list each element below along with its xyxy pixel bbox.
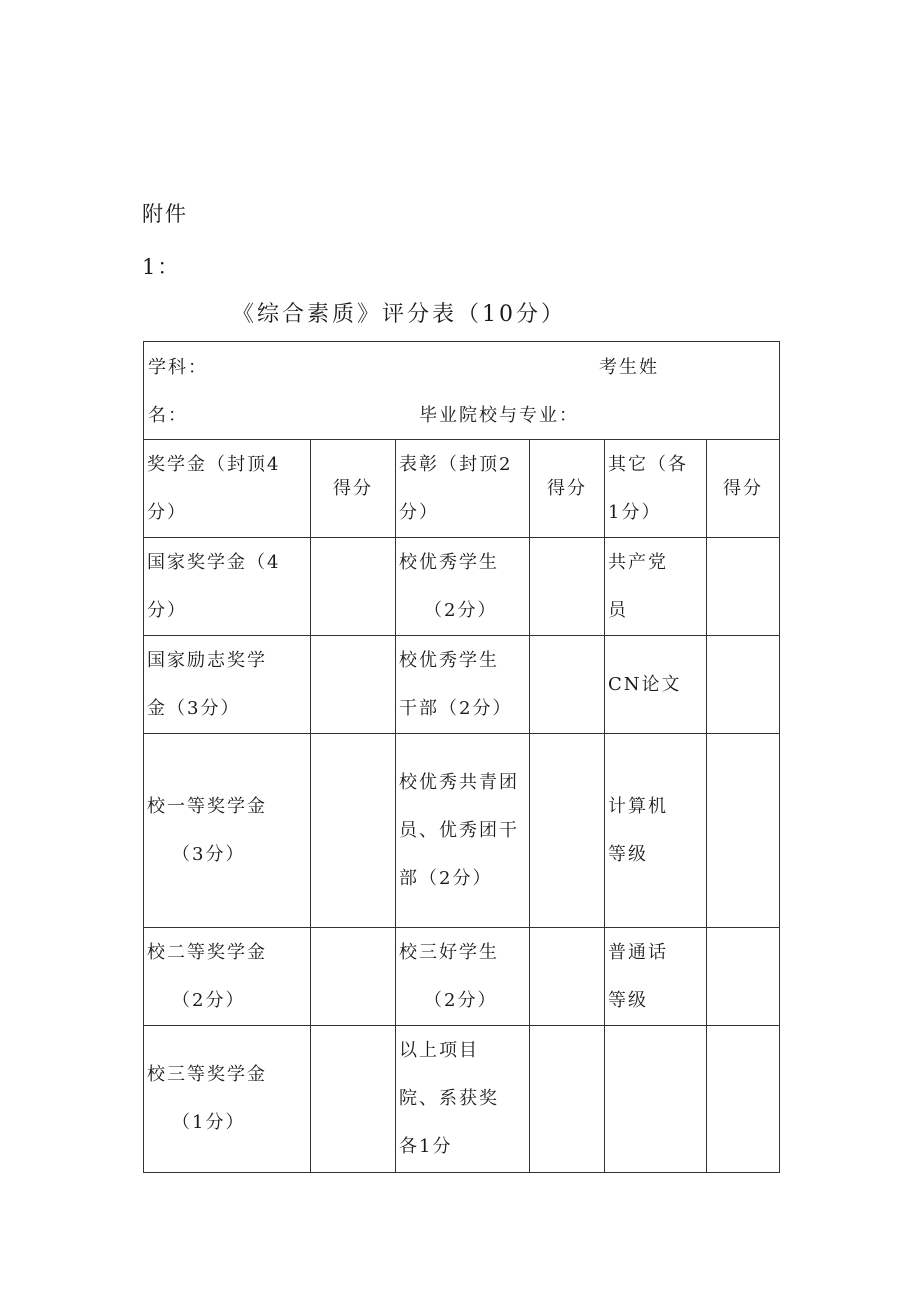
other-score-cell[interactable] bbox=[707, 538, 780, 636]
other-score-cell[interactable] bbox=[707, 636, 780, 734]
other-score-cell[interactable] bbox=[707, 734, 780, 928]
scholarship-score-cell[interactable] bbox=[311, 1026, 396, 1173]
table-row bbox=[144, 1026, 780, 1173]
form-title: 《综合素质》评分表（10分） bbox=[232, 302, 566, 327]
examinee-name-label: 考生姓 bbox=[599, 357, 659, 378]
other-score-cell[interactable] bbox=[707, 1026, 780, 1173]
column-header-row bbox=[144, 440, 780, 538]
scholarship-item: 校二等奖学金 （2分） bbox=[144, 928, 311, 1026]
other-item: 计算机 等级 bbox=[605, 734, 707, 928]
honor-score-cell[interactable] bbox=[530, 734, 605, 928]
score-table bbox=[143, 341, 780, 1173]
attachment-label: 附件 bbox=[142, 202, 188, 226]
applicant-info-cell bbox=[144, 342, 780, 440]
score-column-header-2: 得分 bbox=[530, 440, 605, 538]
school-major-label: 毕业院校与专业： bbox=[419, 405, 579, 426]
table-row bbox=[144, 928, 780, 1026]
honor-item: 以上项目 院、系获奖 各1分 bbox=[396, 1026, 530, 1173]
other-column-header: 其它（各 1分） bbox=[605, 440, 707, 538]
scholarship-score-cell[interactable] bbox=[311, 928, 396, 1026]
scholarship-item: 校三等奖学金 （1分） bbox=[144, 1026, 311, 1173]
table-row bbox=[144, 636, 780, 734]
honor-score-cell[interactable] bbox=[530, 928, 605, 1026]
honor-item: 校优秀学生 干部（2分） bbox=[396, 636, 530, 734]
scholarship-item: 校一等奖学金 （3分） bbox=[144, 734, 311, 928]
honor-score-cell[interactable] bbox=[530, 538, 605, 636]
scholarship-score-cell[interactable] bbox=[311, 636, 396, 734]
honor-item: 校优秀学生 （2分） bbox=[396, 538, 530, 636]
scholarship-score-cell[interactable] bbox=[311, 734, 396, 928]
honor-column-header: 表彰（封顶2 分） bbox=[396, 440, 530, 538]
other-score-cell[interactable] bbox=[707, 928, 780, 1026]
other-item: 共产党 员 bbox=[605, 538, 707, 636]
subject-label: 学科： bbox=[148, 357, 208, 378]
honor-item: 校优秀共青团 员、优秀团干 部（2分） bbox=[396, 734, 530, 928]
examinee-name-label-cont: 名： bbox=[148, 405, 188, 426]
honor-score-cell[interactable] bbox=[530, 1026, 605, 1173]
scholarship-score-cell[interactable] bbox=[311, 538, 396, 636]
honor-item: 校三好学生 （2分） bbox=[396, 928, 530, 1026]
scholarship-item: 国家奖学金（4 分） bbox=[144, 538, 311, 636]
attachment-number: 1： bbox=[142, 255, 181, 279]
scholarship-item: 国家励志奖学 金（3分） bbox=[144, 636, 311, 734]
table-row bbox=[144, 538, 780, 636]
score-column-header-1: 得分 bbox=[311, 440, 396, 538]
honor-score-cell[interactable] bbox=[530, 636, 605, 734]
scholarship-column-header: 奖学金（封顶4 分） bbox=[144, 440, 311, 538]
score-column-header-3: 得分 bbox=[707, 440, 780, 538]
other-item bbox=[605, 1026, 707, 1173]
other-item: 普通话 等级 bbox=[605, 928, 707, 1026]
header-info-row bbox=[144, 342, 780, 440]
other-item: CN论文 bbox=[605, 636, 707, 734]
table-row bbox=[144, 734, 780, 928]
